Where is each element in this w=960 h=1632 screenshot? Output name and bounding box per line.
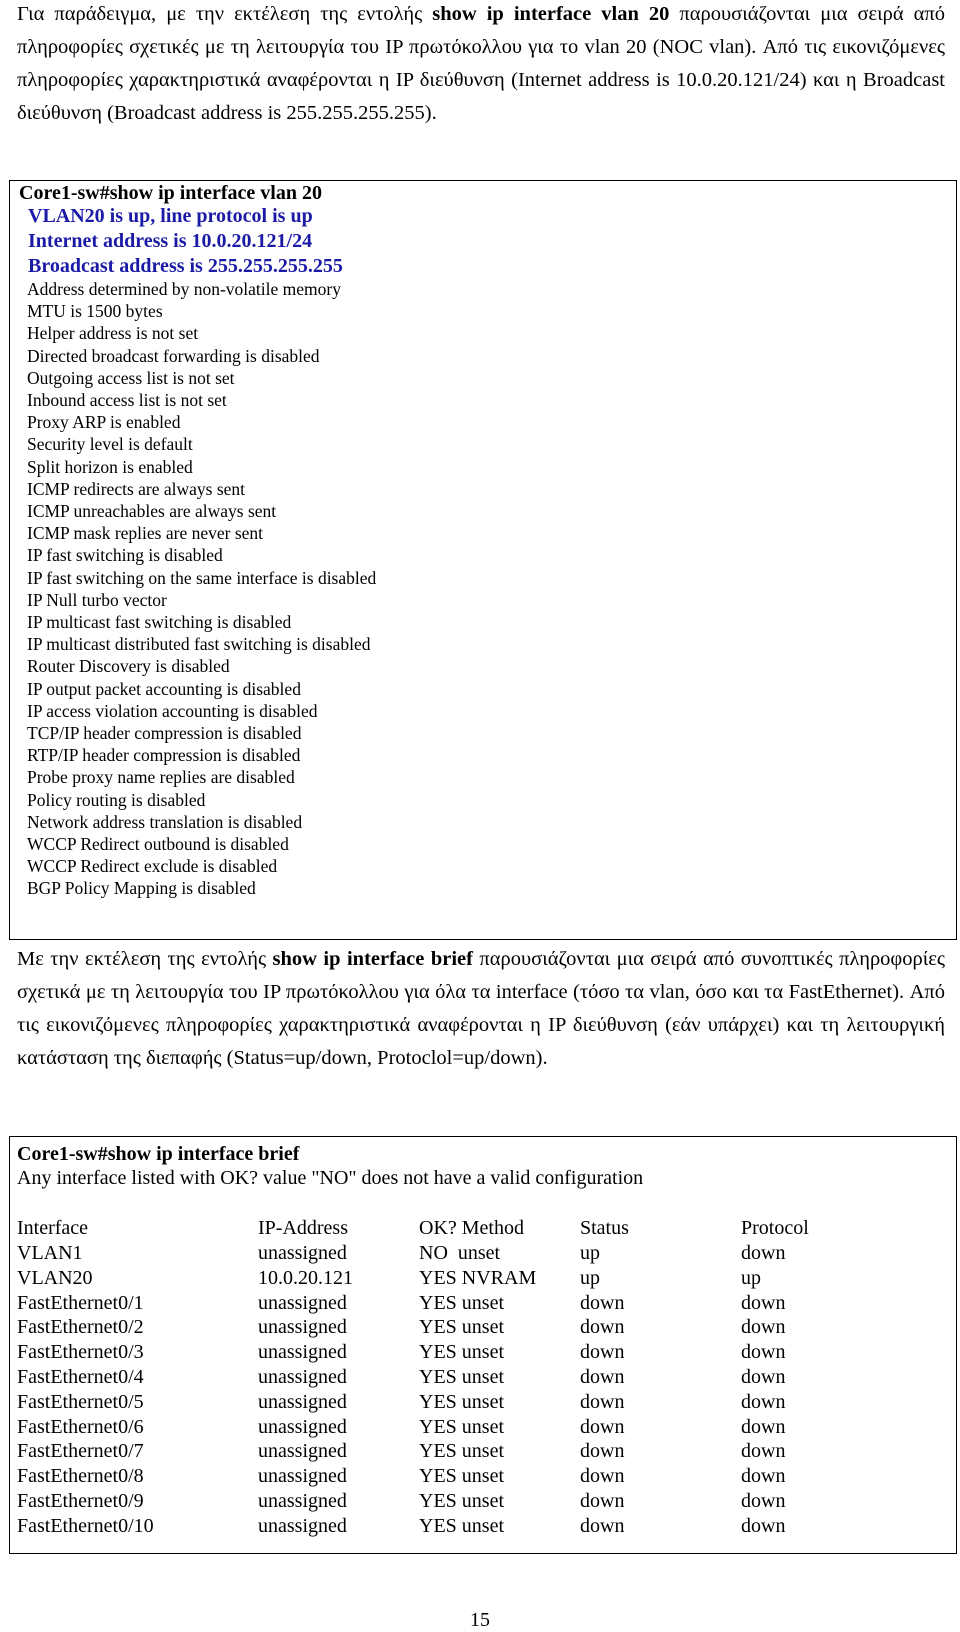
cell-ok-method: YES unset	[419, 1366, 504, 1388]
cell-ip-address: unassigned	[258, 1465, 347, 1488]
cell-ok-method: YES unset	[419, 1514, 504, 1537]
cell-interface: VLAN20	[17, 1266, 93, 1289]
cell-interface: FastEthernet0/7	[17, 1440, 144, 1463]
vlan-output-line: ICMP redirects are always sent	[27, 478, 246, 499]
cell-ok-method: YES NVRAM	[419, 1266, 537, 1289]
header-status: Status	[580, 1217, 629, 1239]
cell-status: down	[580, 1415, 625, 1438]
vlan-output-line: Router Discovery is disabled	[27, 656, 230, 677]
vlan-output-line: IP access violation accounting is disabled	[27, 700, 318, 721]
cell-ok-method: YES unset	[419, 1316, 504, 1339]
vlan-output-line: Policy routing is disabled	[27, 789, 206, 810]
cell-protocol: up	[741, 1266, 761, 1289]
cell-interface: FastEthernet0/1	[17, 1291, 144, 1314]
cell-ip-address: unassigned	[258, 1490, 347, 1512]
cell-ip-address: unassigned	[258, 1514, 347, 1537]
vlan-output-line: IP output packet accounting is disabled	[27, 678, 301, 699]
cell-interface: FastEthernet0/9	[17, 1490, 144, 1512]
cell-protocol: down	[741, 1390, 786, 1413]
cell-interface: FastEthernet0/6	[17, 1415, 144, 1438]
vlan-output-line: Split horizon is enabled	[27, 456, 193, 477]
vlan-output-box	[9, 180, 957, 940]
cell-status: down	[580, 1465, 625, 1488]
cell-ok-method: YES unset	[419, 1341, 504, 1364]
intro-text-post: παρουσιάζονται μια σειρά από πληροφορίες σχετικές με τη λειτουργία του IP πρωτόκολλου για το vlan 20 (NOC vlan). Από τις εικονιζόμενες πληροφορίες χαρακτηριστικά αναφέρονται η IP διεύθυνση (Internet address is 10.0.20.121/24) και η Broadcast διεύθυνση (Broadcast address is 255.255.255.255).	[17, 3, 945, 124]
cell-status: down	[580, 1490, 625, 1512]
vlan-output-line: BGP Policy Mapping is disabled	[27, 878, 256, 899]
cell-ok-method: YES unset	[419, 1490, 504, 1512]
vlan-output-line: WCCP Redirect outbound is disabled	[27, 834, 289, 854]
vlan-broadcast-address-line: Broadcast address is 255.255.255.255	[28, 255, 343, 277]
cell-ok-method: YES unset	[419, 1465, 504, 1488]
vlan-output-line: Probe proxy name replies are disabled	[27, 767, 295, 788]
cell-ip-address: unassigned	[258, 1291, 347, 1314]
vlan-command: Core1-sw#show ip interface vlan 20	[19, 182, 322, 204]
cell-interface: FastEthernet0/8	[17, 1465, 144, 1488]
cell-ok-method: YES unset	[419, 1291, 504, 1314]
vlan-output-line: Network address translation is disabled	[27, 811, 303, 832]
vlan-output-line: Address determined by non-volatile memory	[27, 279, 341, 299]
brief-intro-text-post: παρουσιάζονται μια σειρά από συνοπτικές πληροφορίες σχετικά με τη λειτουργία του IP πρωτόκολλου για όλα τα interface (τόσο τα vlan, όσο και τα FastEthernet). Από τις εικονιζόμενες πληροφορίες χαρακτηριστικά αναφέρονται η IP διεύθυνση (εάν υπάρχει) και τη λειτουργική κατάσταση της διεπαφής (Status=up/down, Protoclol=up/down).	[17, 948, 945, 1069]
cell-interface: VLAN1	[17, 1242, 83, 1264]
vlan-output-line: MTU is 1500 bytes	[27, 301, 163, 322]
vlan-output-line: IP Null turbo vector	[27, 589, 167, 610]
cell-ip-address: unassigned	[258, 1341, 347, 1364]
cell-ip-address: unassigned	[258, 1366, 347, 1388]
cell-protocol: down	[741, 1366, 786, 1388]
cell-protocol: down	[741, 1490, 786, 1512]
cell-protocol: down	[741, 1341, 786, 1364]
cell-status: down	[580, 1291, 625, 1314]
cell-protocol: down	[741, 1291, 786, 1314]
cell-interface: FastEthernet0/2	[17, 1316, 144, 1339]
cell-ip-address: unassigned	[258, 1242, 347, 1264]
vlan-output-line: ICMP mask replies are never sent	[27, 523, 264, 544]
vlan-output-line: IP fast switching on the same interface is disabled	[27, 567, 377, 588]
vlan-output-line: IP multicast fast switching is disabled	[27, 612, 292, 632]
vlan-output-line: WCCP Redirect exclude is disabled	[27, 856, 278, 877]
cell-ip-address: unassigned	[258, 1390, 347, 1413]
header-interface: Interface	[17, 1217, 89, 1239]
cell-ok-method: NO unset	[419, 1242, 501, 1264]
cell-ip-address: 10.0.20.121	[258, 1266, 353, 1289]
vlan-output-line: Helper address is not set	[27, 323, 199, 344]
cell-status: down	[580, 1440, 625, 1463]
cell-status: down	[580, 1341, 625, 1364]
intro-paragraph	[17, 0, 945, 130]
cell-interface: FastEthernet0/3	[17, 1341, 144, 1364]
cell-status: down	[580, 1390, 625, 1413]
vlan-status-line: VLAN20 is up, line protocol is up	[28, 205, 313, 227]
header-ok-method: OK? Method	[419, 1217, 524, 1239]
vlan-output-line: Proxy ARP is enabled	[27, 412, 181, 433]
cell-status: down	[580, 1514, 625, 1537]
vlan-internet-address-line: Internet address is 10.0.20.121/24	[28, 230, 313, 252]
brief-command: Core1-sw#show ip interface brief	[17, 1143, 300, 1165]
brief-intro-command: show ip interface brief	[272, 948, 473, 970]
cell-status: down	[580, 1316, 625, 1339]
cell-ok-method: YES unset	[419, 1440, 504, 1463]
cell-interface: FastEthernet0/5	[17, 1390, 144, 1413]
cell-ip-address: unassigned	[258, 1316, 347, 1339]
cell-protocol: down	[741, 1465, 786, 1488]
cell-interface: FastEthernet0/10	[17, 1514, 154, 1537]
cell-protocol: down	[741, 1440, 786, 1463]
vlan-output-line: Outgoing access list is not set	[27, 367, 235, 388]
cell-status: up	[580, 1242, 600, 1264]
vlan-output-line: TCP/IP header compression is disabled	[27, 723, 302, 743]
cell-status: up	[580, 1266, 600, 1289]
cell-ok-method: YES unset	[419, 1390, 504, 1413]
vlan-output-line: Inbound access list is not set	[27, 390, 227, 410]
vlan-output-line: IP multicast distributed fast switching is disabled	[27, 634, 371, 655]
header-protocol: Protocol	[741, 1217, 809, 1239]
cell-protocol: down	[741, 1316, 786, 1339]
vlan-output-line: RTP/IP header compression is disabled	[27, 745, 301, 766]
brief-output-box	[9, 1136, 957, 1554]
header-ip-address: IP-Address	[258, 1217, 348, 1239]
cell-ip-address: unassigned	[258, 1440, 347, 1463]
vlan-output-line: Security level is default	[27, 434, 193, 455]
cell-protocol: down	[741, 1242, 786, 1264]
brief-intro-text-pre: Με την εκτέλεση της εντολής	[17, 948, 273, 970]
cell-ok-method: YES unset	[419, 1415, 504, 1438]
vlan-output-line: IP fast switching is disabled	[27, 545, 223, 566]
brief-intro-paragraph	[17, 943, 945, 1075]
cell-status: down	[580, 1366, 625, 1388]
brief-note: Any interface listed with OK? value "NO" does not have a valid configuration	[17, 1167, 644, 1189]
intro-text-pre: Για παράδειγμα, με την εκτέλεση της εντολής	[17, 3, 433, 25]
cell-protocol: down	[741, 1415, 786, 1438]
vlan-output-line: ICMP unreachables are always sent	[27, 501, 277, 521]
page-number: 15	[470, 1609, 490, 1631]
vlan-output-line: Directed broadcast forwarding is disabled	[27, 345, 320, 366]
cell-interface: FastEthernet0/4	[17, 1366, 144, 1388]
intro-command: show ip interface vlan 20	[432, 3, 670, 25]
cell-protocol: down	[741, 1514, 786, 1537]
cell-ip-address: unassigned	[258, 1415, 347, 1438]
